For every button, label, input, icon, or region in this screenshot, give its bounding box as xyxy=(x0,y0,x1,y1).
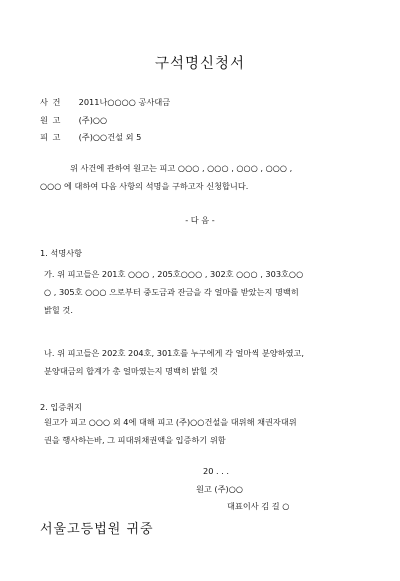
purpose xyxy=(44,413,360,449)
item-a xyxy=(44,265,360,319)
plaintiff-label: 원 고 xyxy=(40,115,62,125)
signature-ceo: 대표이사 김 길 ○ xyxy=(227,501,290,511)
intro-line-1: 위 사건에 관하여 원고는 피고 ○○○ , ○○○ , ○○○ , ○○○ , xyxy=(70,163,293,173)
court-name: 서울고등법원 귀중 xyxy=(40,522,154,537)
defendant-label: 피 고 xyxy=(40,132,62,142)
case-value: 2011나○○○○ 공사대금 xyxy=(78,97,171,107)
signature-plaintiff: 원고 (주)○○ xyxy=(196,484,244,494)
item-a-line-2: ○ , 305호 ○○○ 으로부터 중도금과 잔금을 각 얼마를 받았는지 명백히 xyxy=(44,287,299,297)
item-b xyxy=(44,344,360,380)
intro-line-2: ○○○ 에 대하여 다음 사항의 석명을 구하고자 신청합니다. xyxy=(40,181,249,191)
defendant-value: (주)○○건설 외 5 xyxy=(78,132,142,142)
next-heading: - 다 음 - xyxy=(185,215,215,225)
item-a-line-3: 밝힐 것. xyxy=(44,305,73,315)
defendant-row xyxy=(40,132,141,143)
case-row xyxy=(40,97,170,108)
item-b-line-1: 나. 위 피고들은 202호 204호, 301호를 누구에게 각 얼마씩 분양하였고, xyxy=(44,348,305,358)
case-label: 사 건 xyxy=(40,97,62,107)
plaintiff-value: (주)○○ xyxy=(78,115,108,125)
purpose-line-1: 원고가 피고 ○○○ 외 4에 대해 피고 (주)○○건설을 대위해 채권자대위 xyxy=(44,417,297,427)
plaintiff-row xyxy=(40,115,107,126)
intro-paragraph xyxy=(40,159,360,195)
document-title: 구석명신청서 xyxy=(154,56,246,72)
date-line: 20 . . . xyxy=(203,466,230,476)
purpose-line-2: 권을 행사하는바, 그 피대위채권액을 입증하기 위함 xyxy=(44,435,226,445)
section2-heading: 2. 입증취지 xyxy=(40,402,83,412)
item-b-line-2: 분양대금의 합계가 총 얼마였는지 명백히 밝힐 것 xyxy=(44,366,218,376)
item-a-line-1: 가. 위 피고들은 201호 ○○○ , 205호○○○ , 302호 ○○○ , 303호○○ xyxy=(44,269,304,279)
section1-heading: 1. 석명사항 xyxy=(40,248,83,258)
